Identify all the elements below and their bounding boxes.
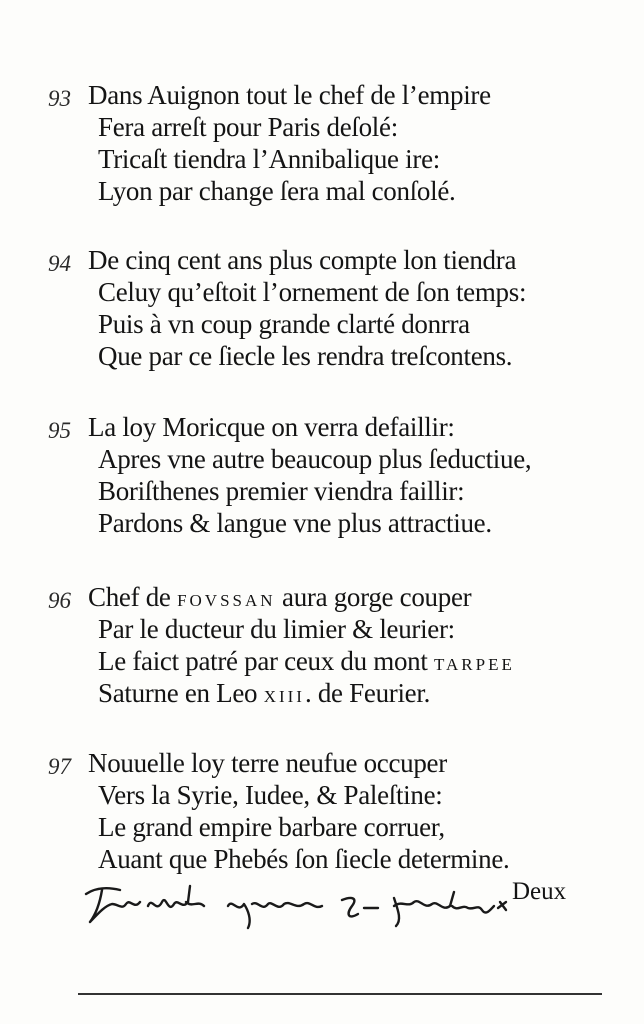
verse-line: Auant que Phebés ſon ſiecle determine.: [98, 844, 510, 874]
verse-line: Que par ce ſiecle les rendra treſcontens.: [98, 341, 513, 371]
verse-line: Puis à vn coup grande clarté donrra: [98, 309, 470, 339]
small-caps-name: TARPEE: [434, 655, 515, 674]
verse-line: Fera arreſt pour Paris deſolé:: [98, 112, 398, 142]
quatrain-number: 93: [48, 86, 71, 111]
verse-line: Le grand empire barbare corruer,: [98, 812, 445, 842]
verse-line: Chef de FOVSSAN aura gorge couper: [88, 582, 472, 612]
verse-line: Lyon par change ſera mal conſolé.: [98, 176, 456, 206]
verse-line: Boriſthenes premier viendra faillir:: [98, 476, 465, 506]
verse-line: La loy Moricque on verra defaillir:: [88, 412, 455, 442]
quatrain-number: 95: [48, 418, 71, 443]
verse-line: Nouuelle loy terre neufue occuper: [88, 748, 447, 778]
verse-line: Pardons & langue vne plus attractiue.: [98, 508, 492, 538]
small-caps-numeral: XIII: [263, 687, 305, 706]
small-caps-name: FOVSSAN: [177, 591, 276, 610]
verse-line: Saturne en Leo XIII. de Feurier.: [98, 678, 431, 708]
catchword: Deux: [512, 878, 567, 905]
verse-line: Dans Auignon tout le chef de l’empire: [88, 80, 491, 110]
verse-line: Vers la Syrie, Iudee, & Paleſtine:: [98, 780, 443, 810]
handwritten-annotation: [82, 880, 512, 930]
verse-line: Apres vne autre beaucoup plus ſeductiue,: [98, 444, 532, 474]
verse-line: Celuy qu’eſtoit l’ornement de ſon temps:: [98, 277, 527, 307]
verse-line: Par le ducteur du limier & leurier:: [98, 614, 455, 644]
quatrain-number: 96: [48, 588, 71, 613]
verse-line: Le faict patré par ceux du mont TARPEE: [98, 646, 515, 676]
verse-line: De cinq cent ans plus compte lon tiendra: [88, 245, 517, 275]
verse-line: Tricaſt tiendra l’Annibalique ire:: [98, 144, 440, 174]
quatrain-number: 94: [48, 251, 71, 276]
quatrain-number: 97: [48, 754, 71, 779]
page-bottom-edge: [78, 993, 602, 995]
